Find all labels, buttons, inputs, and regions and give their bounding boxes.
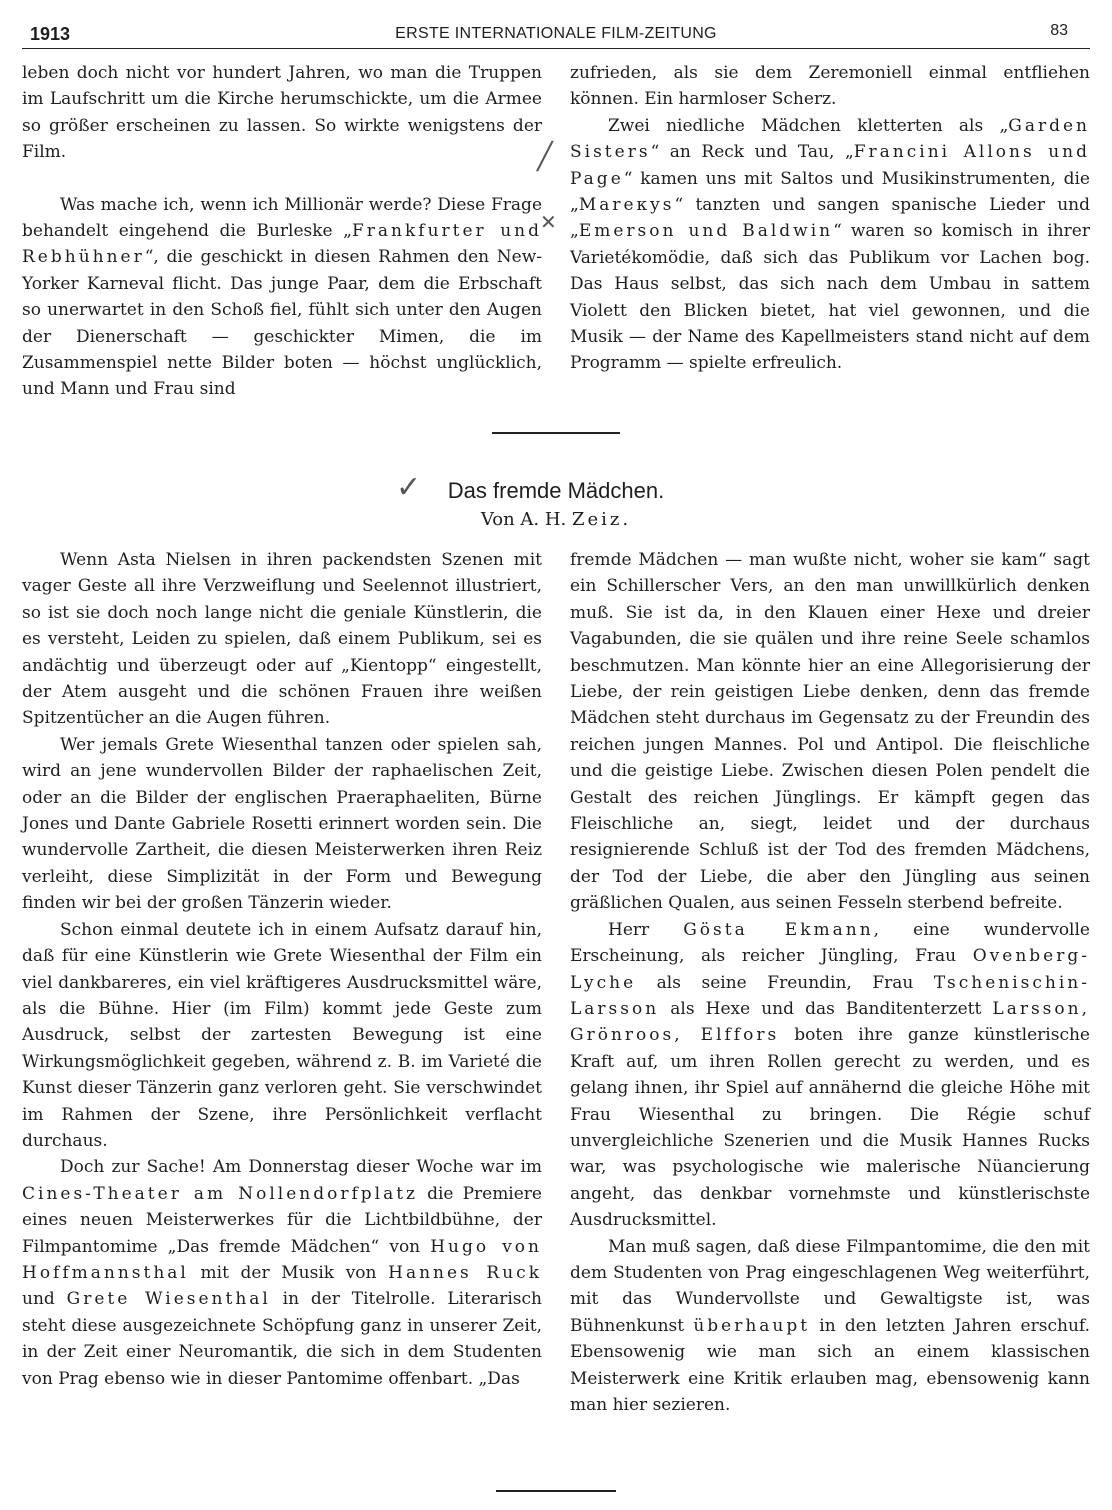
section-divider — [492, 432, 620, 434]
issue-year: 1913 — [30, 24, 71, 44]
emphasis: überhaupt — [693, 1315, 811, 1336]
paragraph: Schon einmal deutete ich in einem Aufsatz darauf hin, daß für eine Künstlerin wie Grete Wiesenthal der Film ein viel dankbareres, ein viel kräftigeres Ausdrucksmittel wäre, als die Bühne. Hier (im Film) kommt jede Geste zum Ausdruck, selbst der zartesten Bewegung ist eine Wirkungsmöglichkeit gegeben, während z. B. im Varieté die Kunst dieser Tänzerin ganz verloren geht. Sie verschwindet im Rahmen der Szene, ihre Persönlichkeit verflacht durchaus. — [22, 919, 542, 1151]
paragraph: Man muß sagen, daß diese Filmpantomime, die den mit dem Studenten von Prag eingeschlagenen Weg weiterführt, mit das Wundervollste und Gewaltigste ist, was Bühnenkunst überhaupt in den letzten Jahren erschuf. Ebensowenig wie man sich an einem klassischen Meisterwerk eine Kritik erlauben mag, ebensowenig kann man hier sezieren. — [570, 1236, 1090, 1415]
article-column-left — [22, 547, 542, 1392]
film-title: Frankfurter und Rebhühner — [22, 221, 542, 268]
article-byline: Von A. H. Zeiz. — [480, 509, 632, 530]
actor-name: Tschenischin-Larsson — [570, 972, 1090, 1019]
actor-name: Gösta Ekmann — [683, 919, 874, 940]
paragraph: leben doch nicht vor hundert Jahren, wo man die Truppen im Laufschritt um die Kirche herumschickte, um die Armee so größer erscheinen zu lassen. So wirkte wenigstens der Film. — [22, 63, 542, 163]
section-divider — [496, 1490, 616, 1492]
article-title: Das fremde Mädchen. — [447, 478, 665, 503]
actor-name: Larsson, Grönroos, Elffors — [570, 998, 1090, 1046]
act-name: Francini Allons und Page — [570, 142, 1090, 189]
act-name: Mareкys — [578, 195, 675, 216]
paragraph: Wer jemals Grete Wiesenthal tanzen oder spielen sah, wird an jene wundervollen Bilder der raphaelischen Zeit, oder an die Bilder der englischen Praeraphaeliten, Bürne Jones und Dante Gabriele Rosetti erinnert worden sein. Die wundervolle Zartheit, die diesen Meisterwerken ihren Reiz verleiht, diese Simplizität in der Form und Bewegung finden wir bei der großen Tänzerin wieder. — [22, 734, 542, 914]
paragraph: Was mache ich, wenn ich Millionär werde? Diese Frage behandelt eingehend die Burleske „Frankfurter und Rebhühner“, die geschickt in diesen Rahmen den New-Yorker Karneval flicht. Das junge Paar, dem die Erbschaft so unerwartet in den Schoß fiel, fühlt sich unter den Augen der Dienerschaft — geschickter Mimen, die im Zusammenspiel nette Bilder boten — höchst unglücklich, und Mann und Frau sind — [22, 194, 542, 400]
act-name: Emerson und Baldwin — [578, 221, 834, 242]
check-mark-icon: ✓ — [396, 470, 422, 505]
paragraph: zufrieden, als sie dem Zeremoniell einmal entfliehen können. Ein harmloser Scherz. — [570, 63, 1090, 110]
cross-mark-icon: ✕ — [540, 210, 557, 234]
continued-text-left — [22, 60, 542, 403]
paragraph: Herr Gösta Ekmann, eine wundervolle Erscheinung, als reicher Jüngling, Frau Ovenberg-Lyche als seine Freundin, Frau Tschenischin-Larsson als Hexe und das Banditenterzett Larsson, Grönroos, Elffors boten ihre ganze künstlerische Kraft auf, um ihren Rollen gerecht zu werden, und es gelang ihnen, ihr Spiel auf annähernd die gleiche Höhe mit Frau Wiesenthal zu bringen. Die Régie schuf unvergleichliche Szenerien und die Musik Hannes Rucks war, was psychologische wie malerische Nüancierung angeht, das denkbar vornehmste und künstlerischste Ausdrucksmittel. — [570, 919, 1090, 1231]
paragraph: Wenn Asta Nielsen in ihren packendsten Szenen mit vager Geste all ihre Verzweiflung und Seelennot illustriert, so ist sie doch noch lange nicht die geniale Künstlerin, die es versteht, Leiden zu spielen, daß einem Publikum, sei es andächtig und überzeugt oder auf „Kientopp“ eingestellt, der Atem ausgeht und die schönen Frauen ihre weißen Spitzentücher an die Augen führen. — [22, 550, 542, 729]
page-header — [22, 22, 1090, 49]
masthead: ERSTE INTERNATIONALE FILM-ZEITUNG — [395, 25, 717, 42]
author-name: Hugo von Hoffmannsthal — [22, 1236, 542, 1283]
page-number: 83 — [1050, 22, 1068, 39]
paragraph: Zwei niedliche Mädchen kletterten als „Garden Sisters“ an Reck und Tau, „Francini Allons und Page“ kamen uns mit Saltos und Musikinstrumenten, die „Mareкys“ tanzten und sangen spanische Lieder und „Emerson und Baldwin“ waren so komisch in ihrer Varietékomödie, daß sich das Publikum vor Lachen bog. Das Haus selbst, das sich nach dem Umbau in sattem Violett den Blicken bietet, hat viel gewonnen, und die Musik — der Name des Kapellmeisters stand nicht auf dem Programm — spielte erfreulich. — [570, 115, 1090, 374]
paragraph: Doch zur Sache! Am Donnerstag dieser Woche war im Cines-Theater am Nollendorfplatz die Premiere eines neuen Meisterwerkes für die Lichtbildbühne, der Filmpantomime „Das fremde Mädchen“ von Hugo von Hoffmannsthal mit der Musik von Hannes Ruck und Grete Wiesenthal in der Titelrolle. Literarisch steht diese ausgezeichnete Schöpfung ganz in unserer Zeit, in der Zeit einer Neuromantik, die sich in dem Studenten von Prag ebenso wie in dieser Pantomime offenbart. „Das — [22, 1157, 543, 1389]
continued-text-right — [570, 60, 1090, 377]
theater-name: Cines-Theater am Nollendorfplatz — [22, 1183, 419, 1204]
paragraph: fremde Mädchen — man wußte nicht, woher sie kam“ sagt ein Schillerscher Vers, an den man unwillkürlich denken muß. Sie ist da, in den Klauen einer Hexe und dreier Vagabunden, die sie quälen und ihre reine Seele schamlos beschmutzen. Man könnte hier an eine Allegorisierung der Liebe, der rein geistigen Liebe denken, denn das fremde Mädchen steht durchaus im Gegensatz zu der Freundin des reichen jungen Mannes. Pol und Antipol. Die fleischliche und die geistige Liebe. Zwischen diesen Polen pendelt die Gestalt des reichen Jünglings. Er kämpft gegen das Fleischliche an, siegt, leidet und der durchaus resignierende Schluß ist der Tod des fremden Mädchens, der Tod der Liebe, die aber den Jüngling aus seinen gräßlichen Qualen, aus seinen Fesseln sterbend befreite. — [570, 550, 1090, 914]
actor-name: Ovenberg-Lyche — [570, 946, 1090, 993]
act-name: Garden Sisters — [570, 115, 1090, 163]
composer-name: Hannes Ruck — [388, 1262, 542, 1283]
pencil-mark-icon: ╱ — [537, 142, 553, 172]
article-column-right — [570, 547, 1090, 1418]
actress-name: Grete Wiesenthal — [66, 1289, 271, 1310]
